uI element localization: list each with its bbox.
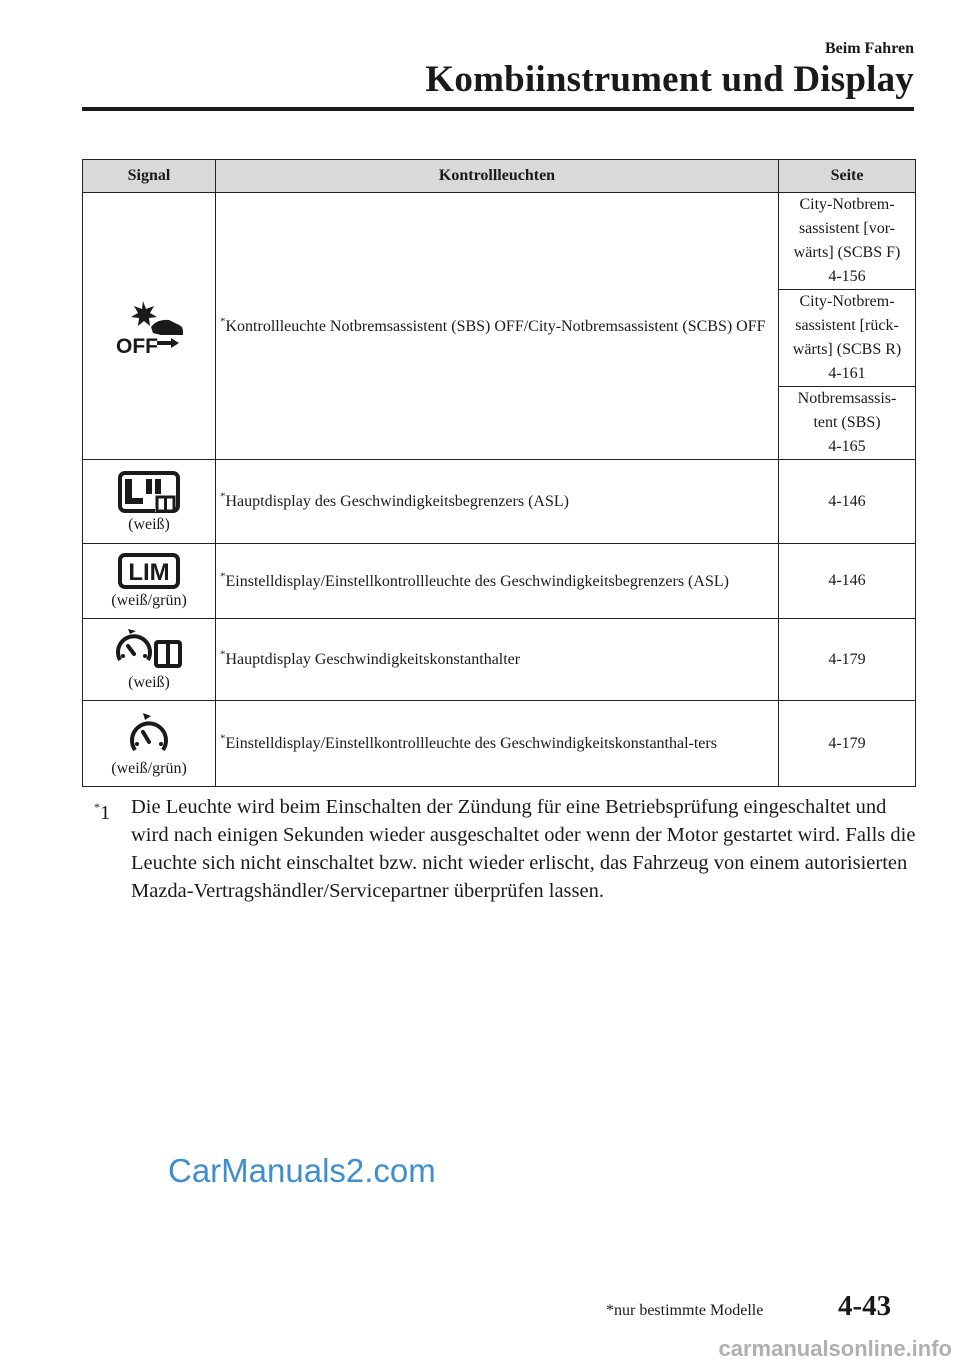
cruise-control-set-icon	[127, 710, 171, 758]
description-cell: *Einstelldisplay/Einstellkontrollleuchte des Geschwindigkeitsbegrenzers (ASL)	[216, 544, 779, 619]
page-ref-cell: Notbremsassis- tent (SBS) 4-165	[779, 387, 916, 460]
description-text: Einstelldisplay/Einstellkontrollleuchte des Geschwindigkeitskonstanthal-ters	[225, 735, 717, 752]
signal-cell	[83, 619, 216, 701]
signal-color-note: (weiß/grün)	[111, 592, 187, 609]
signal-cell	[83, 193, 216, 460]
page-title: Kombiinstrument und Display	[425, 59, 914, 100]
description-text: Einstelldisplay/Einstellkontrollleuchte des Geschwindigkeitsbegrenzers (ASL)	[225, 572, 729, 590]
description-text: Hauptdisplay des Geschwindigkeitsbegrenzers (ASL)	[225, 493, 569, 510]
description-cell: *Hauptdisplay des Geschwindigkeitsbegrenzers (ASL)	[216, 460, 779, 544]
signal-cell	[83, 701, 216, 787]
header-rule	[82, 107, 914, 111]
table-row	[83, 701, 916, 787]
column-header-kontrollleuchten: Kontrollleuchten	[216, 160, 779, 193]
table-row	[83, 460, 916, 544]
signal-color-note: (weiß)	[128, 673, 170, 691]
table-footnote: *1 Die Leuchte wird beim Einschalten der Zündung für eine Betriebsprüfung eingeschaltet und wird nach einigen Sekunden wieder ausgeschaltet oder wenn der Motor gestartet wird. Falls die Leuchte sich nicht einschaltet bzw. nicht wieder erlischt, das Fahrzeug von einem autorisierten Mazda-Vertragshändler/Servicepartner überprüfen lassen.	[94, 793, 924, 905]
speed-limiter-main-icon	[117, 470, 181, 514]
watermark-logo: CarManuals2.com	[168, 1152, 436, 1189]
page-ref-cell: 4-146	[779, 460, 916, 544]
description-cell: *Hauptdisplay Geschwindigkeitskonstanthalter	[216, 619, 779, 701]
models-footnote: *nur bestimmte Modelle	[606, 1302, 764, 1319]
sbs-scbs-off-icon	[113, 297, 185, 355]
table-row	[83, 193, 916, 290]
page-number: 4-43	[838, 1290, 892, 1322]
footnote-text: Die Leuchte wird beim Einschalten der Zündung für eine Betriebsprüfung eingeschaltet und wird nach einigen Sekunden wieder ausgeschaltet oder wenn der Motor gestartet wird. Falls die Leuchte sich nicht einschaltet bzw. nicht wieder erlischt, das Fahrzeug von einem autorisierten Mazda-Vertragshändler/Servicepartner überprüfen lassen.	[131, 796, 916, 902]
svg-text:OFF: OFF	[116, 335, 158, 355]
table-row	[83, 619, 916, 701]
page-ref-cell: City-Notbrem- sassistent [vor- wärts] (SCBS F) 4-156	[779, 193, 916, 290]
column-header-signal: Signal	[83, 160, 216, 193]
signal-cell	[83, 460, 216, 544]
table-header-row	[83, 160, 916, 193]
table-row	[83, 544, 916, 619]
description-text: Hauptdisplay Geschwindigkeitskonstanthalter	[225, 651, 521, 668]
description-cell: *Einstelldisplay/Einstellkontrollleuchte des Geschwindigkeitskonstanthal-ters	[216, 701, 779, 787]
page-ref-cell: 4-179	[779, 701, 916, 787]
signal-cell	[83, 544, 216, 619]
signal-table	[82, 159, 916, 787]
description-text: Kontrollleuchte Notbremsassistent (SBS) OFF/City-Notbremsassistent (SCBS) OFF	[225, 317, 766, 335]
signal-color-note: (weiß/grün)	[111, 759, 187, 777]
cruise-control-main-icon	[114, 628, 184, 672]
speed-limiter-lim-icon	[117, 552, 181, 590]
page-ref-cell: 4-146	[779, 544, 916, 619]
description-cell: *Kontrollleuchte Notbremsassistent (SBS) OFF/City-Notbremsassistent (SCBS) OFF	[216, 193, 779, 460]
site-watermark: carmanualsonline.info	[718, 1336, 952, 1361]
page-ref-cell: City-Notbrem- sassistent [rück- wärts] (SCBS R) 4-161	[779, 290, 916, 387]
signal-color-note: (weiß)	[128, 515, 170, 533]
page-ref-cell: 4-179	[779, 619, 916, 701]
svg-text:LIM: LIM	[128, 559, 170, 586]
column-header-seite: Seite	[779, 160, 916, 193]
section-label: Beim Fahren	[824, 40, 914, 57]
